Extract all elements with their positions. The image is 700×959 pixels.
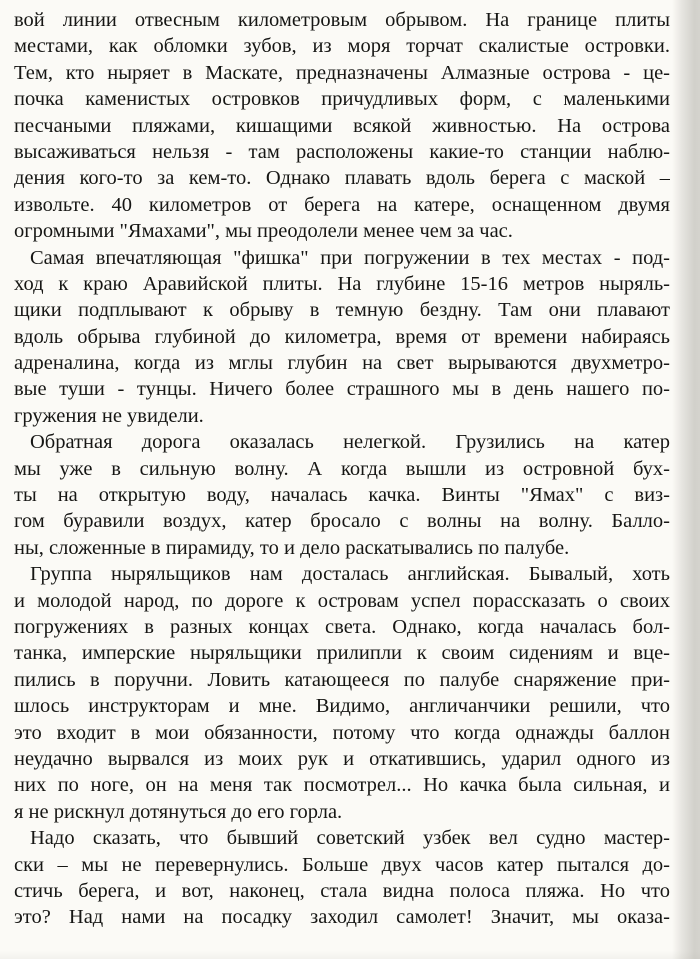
text-line: и молодой народ, по дороге к островам успел порассказать о своих — [14, 589, 670, 612]
scan-edge-shadow — [672, 0, 700, 959]
text-line: огромными "Ямахами", мы преодолели менее чем за час. — [14, 220, 513, 243]
text-line: песчаными пляжами, кишащими всякой живностью. На острова — [14, 114, 670, 137]
text-line: местами, как обломки зубов, из моря торчат скалистые островки. — [14, 35, 670, 58]
text-line: танка, имперские ныряльщики прилипли к своим сидениям и вце- — [14, 642, 670, 665]
text-line: гом буравили воздух, катер бросало с волны на волну. Балло- — [14, 510, 670, 533]
text-line: это входит в мои обязанности, потому что когда однажды баллон — [14, 721, 670, 744]
page-text-column — [14, 7, 670, 931]
text-line: я не рискнул дотянуться до его горла. — [14, 800, 343, 823]
text-line: них по ноге, он на меня так посмотрел... Но качка была сильная, и — [14, 774, 670, 797]
text-line: погружениях в разных концах света. Однако, когда началась бол- — [14, 615, 670, 638]
scan-bottom-shade — [0, 951, 700, 959]
text-line: шлось инструкторам и мне. Видимо, англичанчики решили, что — [14, 695, 670, 718]
text-line: пились в поручни. Ловить катающееся по палубе снаряжение при- — [14, 668, 670, 691]
text-line: ски – мы не перевернулись. Больше двух часов катер пытался до- — [14, 853, 670, 876]
text-line: мы уже в сильную волну. А когда вышли из островной бух- — [14, 457, 670, 480]
text-line: ход к краю Аравийской плиты. На глубине 15-16 метров ныряль- — [14, 272, 670, 295]
text-line: почка каменистых островков причудливых форм, с маленькими — [14, 88, 670, 111]
text-line: высаживаться нельзя - там расположены какие-то станции наблю- — [14, 140, 670, 163]
text-line: Тем, кто ныряет в Маскате, предназначены Алмазные острова - це- — [14, 61, 670, 84]
text-line: вдоль обрыва глубиной до километра, время от времени набираясь — [14, 325, 670, 348]
text-line: вые туши - тунцы. Ничего более страшного мы в день нашего по- — [14, 378, 670, 401]
text-line: Самая впечатляющая "фишка" при погружении в тех местах - под- — [30, 246, 670, 269]
text-line: гружения не увидели. — [14, 404, 204, 427]
text-line: Группа ныряльщиков нам досталась английская. Бывалый, хоть — [30, 563, 670, 586]
text-line: щики подплывают к обрыву в темную бездну. Там они плавают — [14, 299, 670, 322]
text-line: дения кого-то за кем-то. Однако плавать вдоль берега с маской – — [14, 167, 670, 190]
text-line: ны, сложенные в пирамиду, то и дело раскатывались по палубе. — [14, 536, 570, 559]
text-line: ты на открытую воду, началась качка. Винты "Ямах" с виз- — [14, 484, 670, 507]
text-line: это? Над нами на посадку заходил самолет! Значит, мы оказа- — [14, 906, 670, 929]
text-line: неудачно вырвался из моих рук и откатившись, ударил одного из — [14, 747, 670, 770]
text-line: извольте. 40 километров от берега на катере, оснащенном двумя — [14, 193, 670, 216]
text-line: адреналина, когда из мглы глубин на свет вырываются двухметро- — [14, 352, 670, 375]
text-line: стичь берега, и вот, наконец, стала видна полоса пляжа. Но что — [14, 879, 670, 902]
text-line: Надо сказать, что бывший советский узбек вел судно мастер- — [30, 827, 670, 850]
text-line: вой линии отвесным километровым обрывом. На границе плиты — [14, 9, 670, 31]
text-line: Обратная дорога оказалась нелегкой. Грузились на катер — [30, 431, 670, 454]
